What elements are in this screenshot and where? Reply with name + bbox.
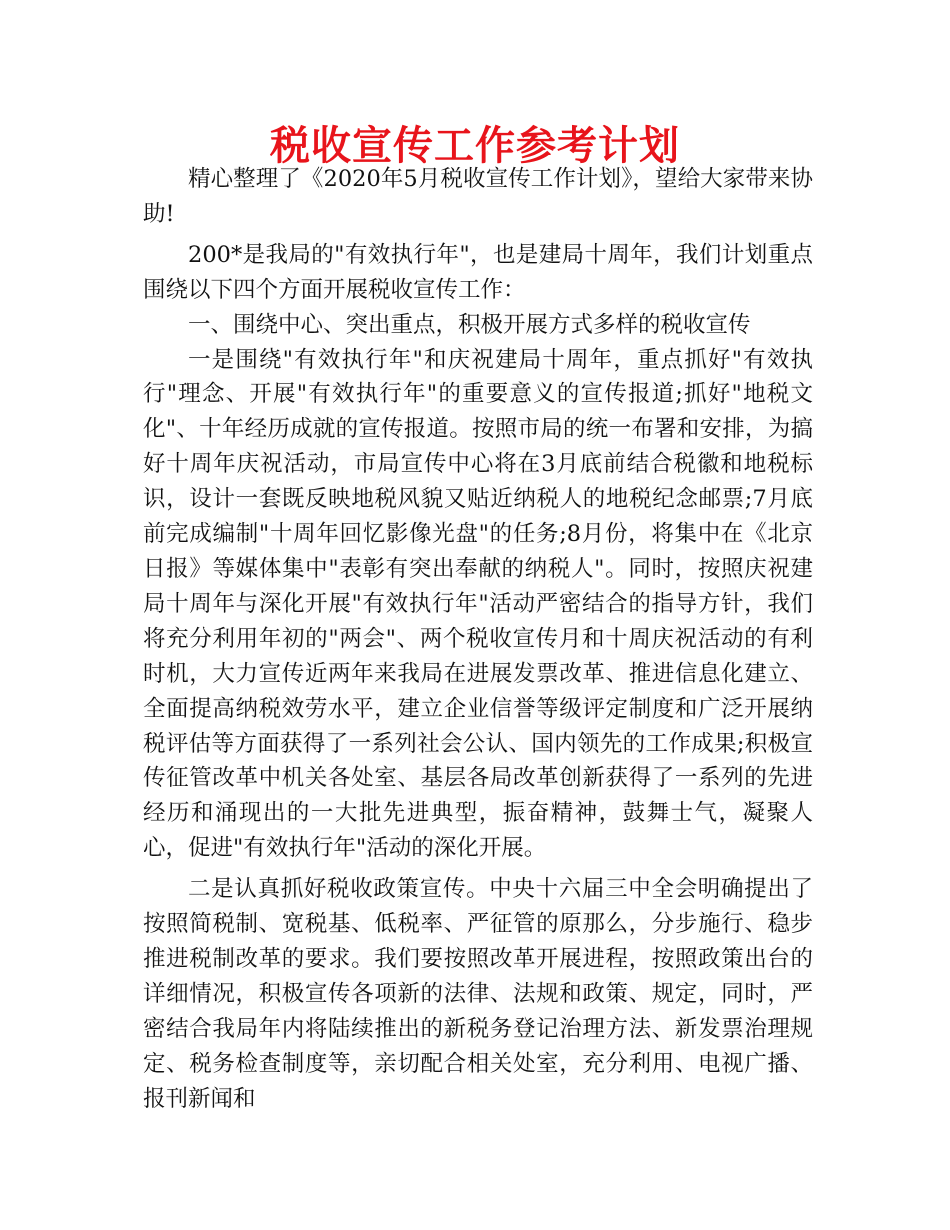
document-title: 税收宣传工作参考计划	[270, 123, 680, 169]
paragraph-point-two: 二是认真抓好税收政策宣传。中央十六届三中全会明确提出了按照简税制、宽税基、低税率、严征管的原那么，分步施行、稳步推进税制改革的要求。我们要按照改革开展进程，按照政策出台的详细情况，积极宣传各项新的法律、法规和政策、规定，同时，严密结合我局年内将陆续推出的新税务登记治理方法、新发票治理规定、税务检查制度等，亲切配合相关处室，充分利用、电视广播、报刊新闻和	[143, 876, 813, 1112]
paragraph-point-one: 一是围绕"有效执行年"和庆祝建局十周年，重点抓好"有效执行"理念、开展"有效执行年"的重要意义的宣传报道;抓好"地税文化"、十年经历成就的宣传报道。按照市局的统一布署和安排，为搞好十周年庆祝活动，市局宣传中心将在3月底前结合税徽和地税标识，设计一套既反映地税风貌又贴近纳税人的地税纪念邮票;7月底前完成编制"十周年回忆影像光盘"的任务;8月份，将集中在《北京日报》等媒体集中"表彰有突出奉献的纳税人"。同时，按照庆祝建局十周年与深化开展"有效执行年"活动严密结合的指导方针，我们将充分利用年初的"两会"、两个税收宣传月和十周庆祝活动的有利时机，大力宣传近两年来我局在进展发票改革、推进信息化建立、全面提高纳税效劳水平，建立企业信誉等级评定制度和广泛开展纳税评估等方面获得了一系列社会公认、国内领先的工作成果;积极宣传征管改革中机关各处室、基层各局改革创新获得了一系列的先进经历和涌现出的一大批先进典型，振奋精神，鼓舞士气，凝聚人心，促进"有效执行年"活动的深化开展。	[143, 346, 813, 862]
paragraph-intro: 精心整理了《2020年5月税收宣传工作计划》，望给大家带来协助!	[143, 166, 813, 227]
paragraph-overview: 200*是我局的"有效执行年"，也是建局十周年，我们计划重点围绕以下四个方面开展税收宣传工作：	[143, 241, 813, 303]
paragraph-section-heading: 一、围绕中心、突出重点，积极开展方式多样的税收宣传	[188, 311, 751, 338]
document-body	[143, 162, 813, 1116]
